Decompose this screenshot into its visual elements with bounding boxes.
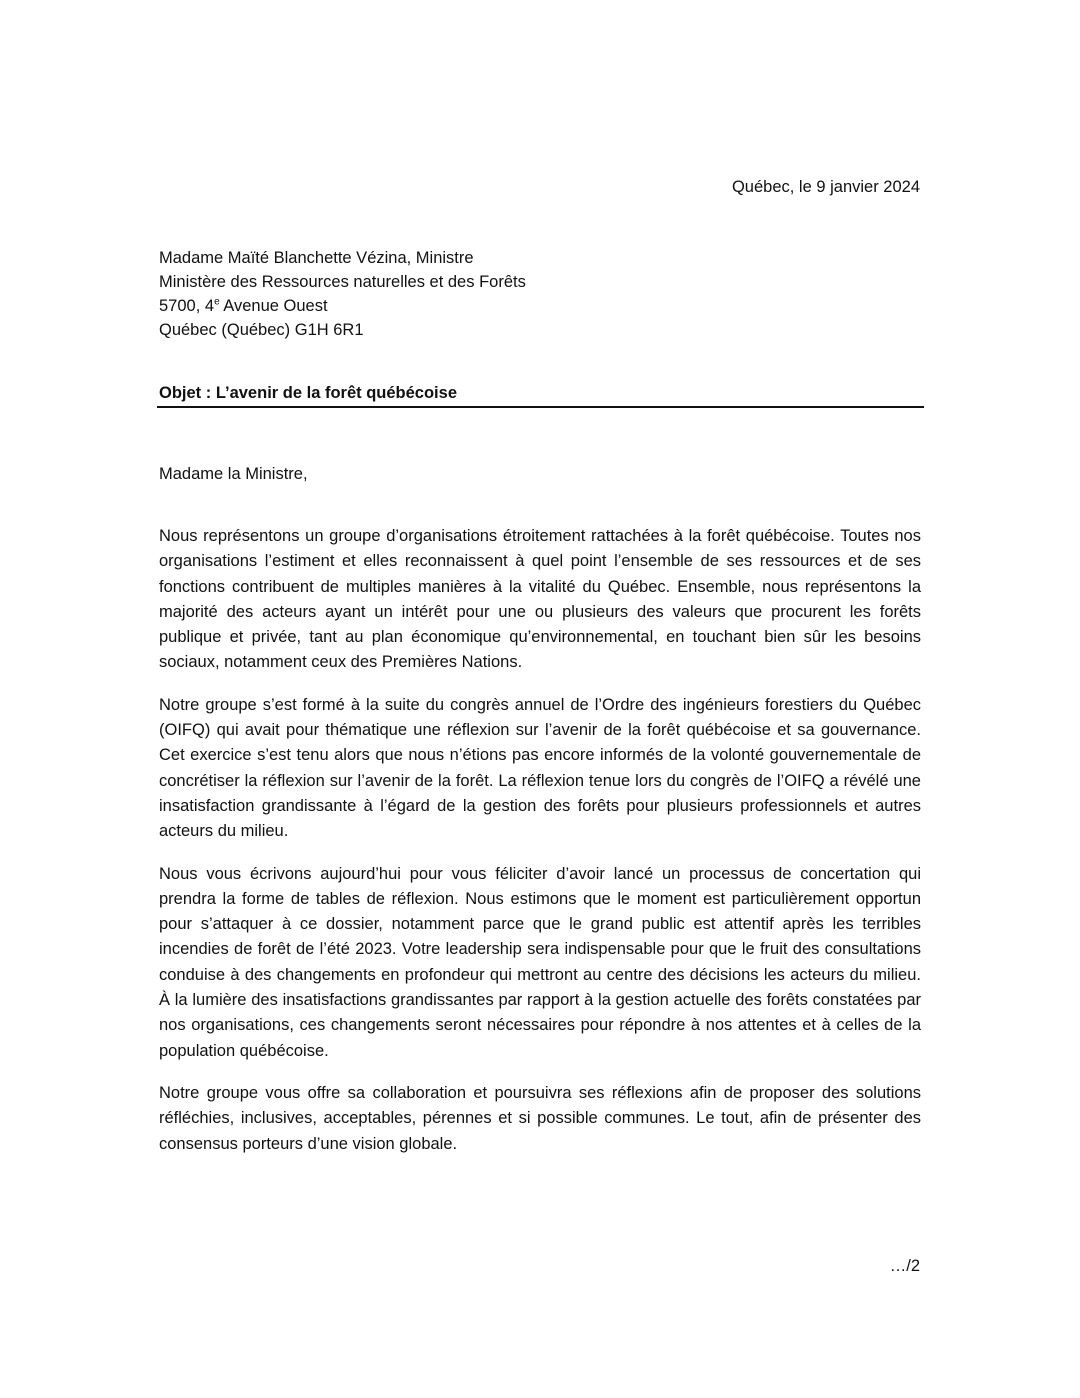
street-name: Avenue Ouest [219, 297, 328, 315]
recipient-address [159, 246, 526, 342]
subject-divider [157, 406, 924, 408]
letter-date: Québec, le 9 janvier 2024 [731, 178, 920, 196]
recipient-name: Madame Maïté Blanchette Vézina, Ministre [159, 249, 474, 267]
recipient-ministry: Ministère des Ressources naturelles et des Forêts [159, 273, 526, 291]
recipient-street [159, 294, 526, 318]
body-paragraph: Notre groupe s’est formé à la suite du congrès annuel de l’Ordre des ingénieurs forestiers du Québec (OIFQ) qui avait pour thématique une réflexion sur l’avenir de la forêt québécoise et sa gouvernance. Cet exercice s’est tenu alors que nous n’étions pas encore informés de la volonté gouvernementale de concrétiser la réflexion sur l’avenir de la forêt. La réflexion tenue lors du congrès de l’OIFQ a révélé une insatisfaction grandissante à l’égard de la gestion des forêts pour plusieurs professionnels et autres acteurs du milieu. [159, 695, 921, 841]
street-number: 5700, 4 [159, 297, 215, 315]
page-number: …/2 [889, 1257, 920, 1275]
body-paragraph: Nous vous écrivons aujourd’hui pour vous féliciter d’avoir lancé un processus de concertation qui prendra la forme de tables de réflexion. Nous estimons que le moment est particulièrement opportun pour s’attaquer à ce dossier, notamment parce que le grand public est attentif après les terribles incendies de forêt de l’été 2023. Votre leadership sera indispensable pour que le fruit des consultations conduise à des changements en profondeur qui mettront au centre des décisions les acteurs du milieu. À la lumière des insatisfactions grandissantes par rapport à la gestion actuelle des forêts constatées par nos organisations, ces changements seront nécessaires pour répondre à nos attentes et à celles de la population québécoise. [159, 864, 921, 1060]
letter-body [159, 524, 921, 1174]
letter-subject: Objet : L’avenir de la forêt québécoise [159, 384, 457, 402]
body-paragraph: Notre groupe vous offre sa collaboration et poursuivra ses réflexions afin de proposer des solutions réfléchies, inclusives, acceptables, pérennes et si possible communes. Le tout, afin de présenter des consensus porteurs d’une vision globale. [159, 1083, 921, 1153]
letter-salutation: Madame la Ministre, [159, 465, 308, 483]
recipient-city: Québec (Québec) G1H 6R1 [159, 321, 364, 339]
body-paragraph: Nous représentons un groupe d’organisations étroitement rattachées à la forêt québécoise. Toutes nos organisations l’estiment et elles reconnaissent à quel point l’ensemble de ses ressources et de ses fonctions contribuent de multiples manières à la vitalité du Québec. Ensemble, nous représentons la majorité des acteurs ayant un intérêt pour une ou plusieurs des valeurs que procurent les forêts publique et privée, tant au plan économique qu’environnemental, en touchant bien sûr les besoins sociaux, notamment ceux des Premières Nations. [159, 527, 921, 672]
street-ordinal: e [214, 296, 220, 308]
